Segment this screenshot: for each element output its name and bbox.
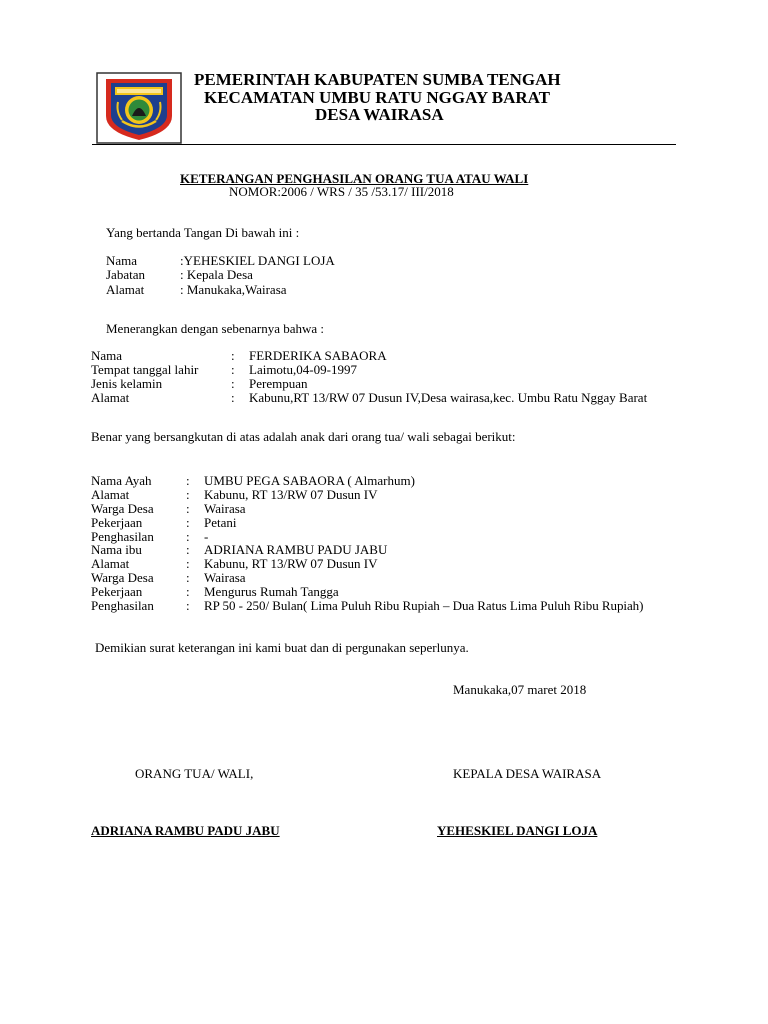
field-label: Jabatan [106, 267, 145, 282]
field-label: Pekerjaan [91, 515, 143, 530]
field-value: - [204, 529, 209, 544]
field-colon: : [186, 473, 190, 488]
field-label: Pekerjaan [91, 584, 143, 599]
field-colon: : [186, 556, 190, 571]
field-label: Nama Ayah [91, 473, 152, 488]
statement-text: Benar yang bersangkutan di atas adalah anak dari orang tua/ wali sebagai berikut: [91, 429, 516, 444]
signature-left-name: ADRIANA RAMBU PADU JABU [91, 823, 280, 838]
field-label: Alamat [106, 282, 145, 297]
field-colon: : [186, 501, 190, 516]
declaration-text: Menerangkan dengan sebenarnya bahwa : [106, 321, 325, 336]
field-value: : Kepala Desa [180, 267, 253, 282]
field-value: ADRIANA RAMBU PADU JABU [204, 542, 388, 557]
signature-right-title: KEPALA DESA WAIRASA [453, 766, 602, 781]
signature-left-title: ORANG TUA/ WALI, [135, 766, 254, 781]
field-label: Nama [106, 253, 138, 268]
field-label: Warga Desa [91, 501, 154, 516]
field-colon: : [186, 598, 190, 613]
header-district: KECAMATAN UMBU RATU NGGAY BARAT [204, 88, 550, 107]
header-government: PEMERINTAH KABUPATEN SUMBA TENGAH [194, 70, 561, 89]
field-value: Kabunu,RT 13/RW 07 Dusun IV,Desa wairasa,kec. Umbu Ratu Nggay Barat [249, 390, 648, 405]
field-value: FERDERIKA SABAORA [249, 348, 387, 363]
field-label: Alamat [91, 487, 130, 502]
field-colon: : [231, 390, 235, 405]
place-date: Manukaka,07 maret 2018 [453, 682, 587, 697]
field-value: UMBU PEGA SABAORA ( Almarhum) [204, 473, 415, 488]
field-colon: : [186, 542, 190, 557]
field-label: Alamat [91, 556, 130, 571]
field-colon: : [231, 348, 235, 363]
document-number: NOMOR:2006 / WRS / 35 /53.17/ III/2018 [229, 184, 454, 199]
field-value: Petani [204, 515, 237, 530]
field-colon: : [231, 376, 235, 391]
field-label: Tempat tanggal lahir [91, 362, 199, 377]
regency-coat-of-arms-icon [96, 72, 182, 144]
field-label: Alamat [91, 390, 130, 405]
header-divider [92, 144, 676, 145]
field-value: :YEHESKIEL DANGI LOJA [180, 253, 335, 268]
field-label: Jenis kelamin [91, 376, 163, 391]
field-label: Nama [91, 348, 123, 363]
field-value: Mengurus Rumah Tangga [204, 584, 339, 599]
field-colon: : [186, 570, 190, 585]
intro-text: Yang bertanda Tangan Di bawah ini : [106, 225, 300, 240]
field-value: Kabunu, RT 13/RW 07 Dusun IV [204, 487, 378, 502]
field-value: Wairasa [204, 501, 246, 516]
field-value: Laimotu,04-09-1997 [249, 362, 357, 377]
header-village: DESA WAIRASA [315, 105, 444, 124]
field-colon: : [186, 584, 190, 599]
document-title: KETERANGAN PENGHASILAN ORANG TUA ATAU WALI [180, 171, 529, 186]
field-value: Kabunu, RT 13/RW 07 Dusun IV [204, 556, 378, 571]
field-value: : Manukaka,Wairasa [180, 282, 287, 297]
field-value: Wairasa [204, 570, 246, 585]
field-label: Penghasilan [91, 598, 154, 613]
field-colon: : [186, 487, 190, 502]
field-colon: : [231, 362, 235, 377]
field-colon: : [186, 529, 190, 544]
field-label: Nama ibu [91, 542, 142, 557]
closing-text: Demikian surat keterangan ini kami buat dan di pergunakan seperlunya. [95, 640, 469, 655]
field-label: Penghasilan [91, 529, 154, 544]
signature-right-name: YEHESKIEL DANGI LOJA [437, 823, 598, 838]
field-label: Warga Desa [91, 570, 154, 585]
field-colon: : [186, 515, 190, 530]
field-value: Perempuan [249, 376, 308, 391]
field-value: RP 50 - 250/ Bulan( Lima Puluh Ribu Rupiah – Dua Ratus Lima Puluh Ribu Rupiah) [204, 598, 644, 613]
